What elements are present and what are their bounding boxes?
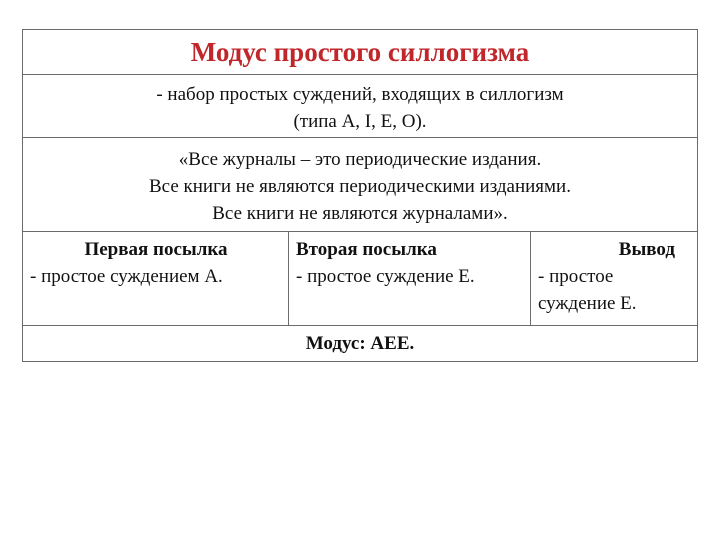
conclusion-heading: Вывод [618, 239, 675, 260]
example-line-2: Все книги не являются периодическими изданиями. [149, 176, 571, 197]
definition-line-2: (типа A, I, E, O). [293, 111, 427, 132]
first-premise-heading: Первая посылка [84, 239, 228, 260]
mode-text: Модус: АЕЕ. [305, 333, 415, 354]
second-premise-text: - простое суждение Е. [296, 266, 475, 287]
first-premise-cell [23, 232, 288, 325]
definition-row [23, 75, 697, 138]
conclusion-cell [530, 232, 697, 325]
second-premise-heading: Вторая посылка [296, 239, 437, 260]
conclusion-text: - простое суждение Е. [538, 266, 637, 314]
example-line-3: Все книги не являются журналами». [212, 203, 508, 224]
example-row [23, 138, 697, 232]
first-premise-text: - простое суждением А. [30, 266, 223, 287]
example-line-1: «Все журналы – это периодические издания. [178, 149, 542, 170]
second-premise-cell [288, 232, 530, 325]
table-title-row [23, 30, 697, 75]
premises-row [23, 232, 697, 326]
syllogism-mode-table [22, 29, 698, 362]
definition-line-1: - набор простых суждений, входящих в силлогизм [156, 84, 564, 105]
table-title: Модус простого силлогизма [190, 37, 530, 67]
mode-row [23, 326, 697, 361]
